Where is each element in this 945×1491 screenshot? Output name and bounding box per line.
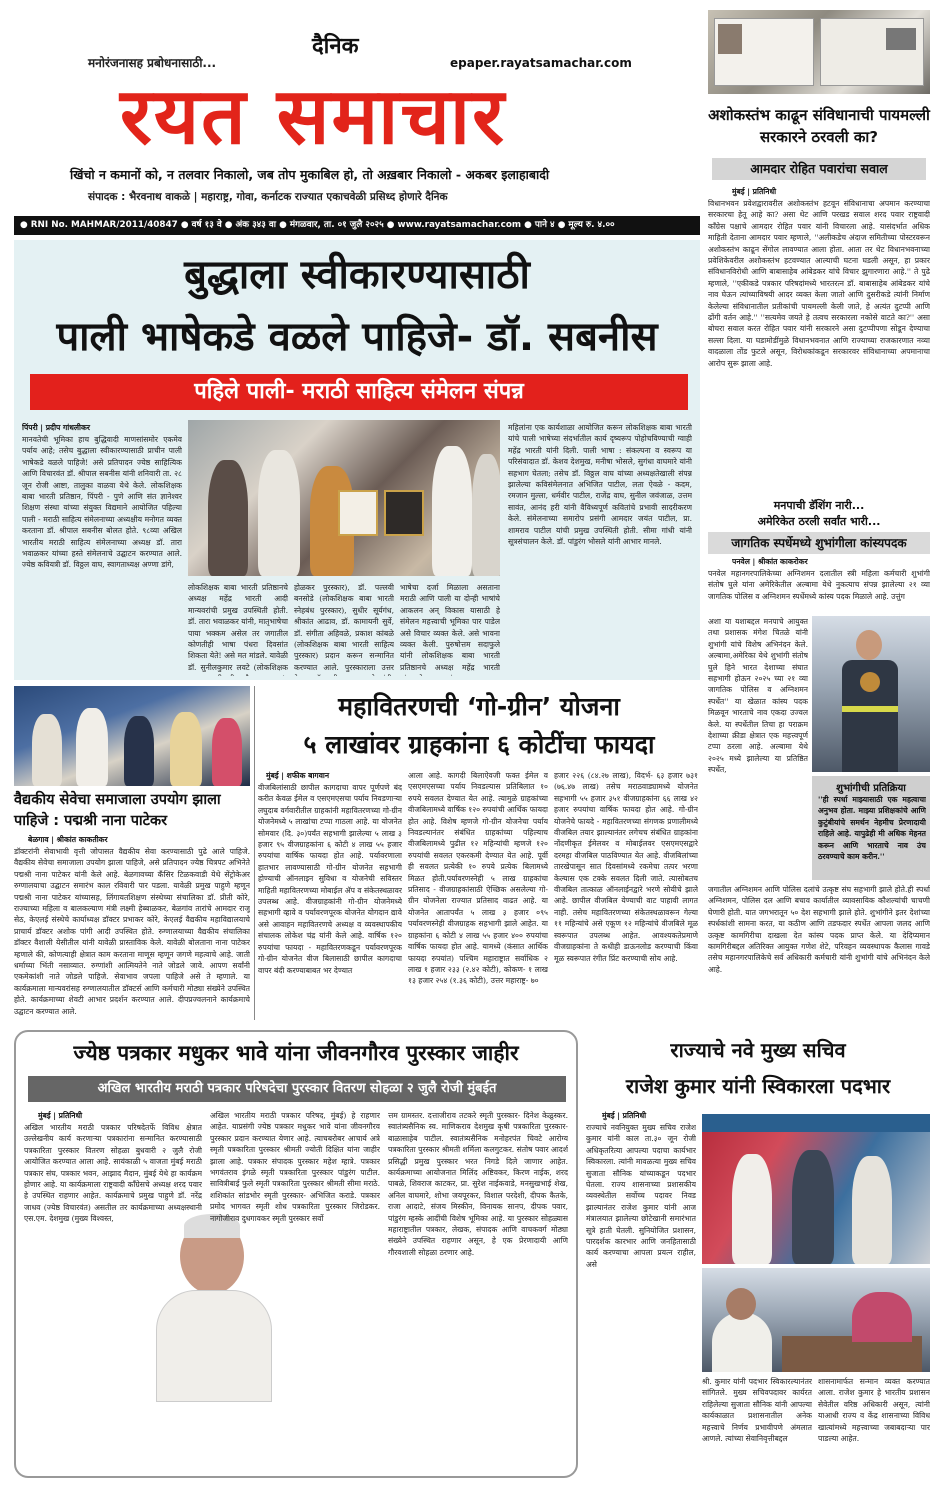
masthead	[10, 10, 700, 242]
nana-dateline: बेळगाव | श्रीकांत काकतीकर	[28, 835, 108, 844]
ashok-headline: अशोकस्तंभ काढून संविधानाची पायमल्ली सरकारने ठरवली का?	[708, 106, 930, 146]
mv-headline-2: ५ लाखांवर ग्राहकांना ६ कोटींचा फायदा	[303, 730, 655, 759]
lead-headline-2: पाली भाषेकडे वळले पाहिजे- डॉ. सबनीस	[56, 314, 658, 360]
bhave-dateline: मुंबई | प्रतिनिधी	[38, 1111, 83, 1120]
lead-col-3: होळकर पुरस्कार), डॉ. पल्लवी बनसोडे (लोकशिक्षक बाबा भारती स्नेहबंध पुरस्कार), सुधीर सूर्यगंध, श्रीकांत आढाव, डॉ. कामायनी सुर्वे, डॉ. संगीता अहिवळे, प्रकाश कांबळे (लोकशिक्षक बाबा भारती साहित्य पुरस्कार) प्रदान करून सन्मानित करण्यात आले. पुरस्काराला उत्तर	[294, 583, 394, 672]
lead-story	[14, 240, 700, 680]
mv-dateline: मुंबई | शफीक बागवान	[266, 771, 330, 780]
sec-photo-2	[702, 1268, 930, 1372]
masthead-quote: खिंचो न कमानों को, न तलवार निकालो, जब तोप मुकाबिल हो, तो अख़बार निकालो - अकबर इलाहाबादी	[70, 167, 550, 182]
ff-headline: जागतिक स्पर्धेमध्ये शुभांगीला कांस्यपदक	[708, 532, 930, 554]
lead-dateline: पिंपरी | प्रदीप गांधलीकर	[22, 423, 90, 432]
masthead-editor-line: संपादक : भैरवनाथ वाकळे | महाराष्ट्र, गोवा, कर्नाटक राज्यात एकाचवेळी प्रसिध्द होणारे दैनिक	[88, 191, 448, 203]
ff-body-top: पनवेल महानगरपालिकेच्या अग्निशमन दलातील स्त्री महिला कर्मचारी शुभांगी संतोष घुले यांना अमेरिकेतील अल्बामा येथे नुकत्याच संपन्न झालेल्या २१ व्या जागतिक पोलिस व अग्निशमन स्पर्धेमध्ये कांस्य पदक मिळाले आहे. उत्तुंग	[708, 569, 930, 601]
lead-photo	[188, 420, 500, 576]
right-column-top	[708, 10, 930, 500]
nana-story	[14, 686, 250, 1024]
sec-col-2: शासनामार्फत सन्मान व्यक्त करण्यात आला. राजेश कुमार हे भारतीय प्रशासन सेवेतील वरिष्ठ अधिकारी असून, त्यांनी याआधी राज्य व केंद्र शासनाच्या विविध खात्यांमध्ये महत्त्वाच्या जबाबदाऱ्या पार पाडल्या आहेत.	[818, 1377, 930, 1444]
ff-quote-box	[812, 776, 930, 880]
sec-dateline: मुंबई | प्रतिनिधी	[602, 1111, 647, 1120]
mv-col-2: आला आहे. कागदी बिलाऐवजी फक्त ईमेल व एसएमएसच्या पर्याय निवडल्यास प्रतिबिलात १० रुपये सवलत देण्यात येत आहे. त्यामुळे ग्राहकांच्या वीजबिलामध्ये वार्षिक १२० रुपयांची आर्थिक फायदा होत आहे. विशेष म्हणजे गो-ग्रीन योजनेचा पर्याय निवडल्यानंतर संबंधित ग्राहकांच्या पहिल्याच वीजबिलामध्ये पुढील १२ महिन्यांची म्हणजे १२० रुपयांची सवलत एकरकमी देण्यात येत आहे. पूर्वी ही सवलत प्रत्येकी १० रुपये प्रत्येक बिलामध्ये मिळत होती.पर्यावरणस्नेही ५ लाख ग्राहकांचा प्रतिसाद - वीजग्राहकांसाठी ऐच्छिक असलेल्या गो-ग्रीन योजनेला राज्यात प्रतिसाद वाढत आहे. या योजनेत आतापर्यंत ५ लाख ३ हजार ०९५ पर्यावरणस्नेही वीजग्राहक सहभागी झाले आहेत. या ग्राहकांना ६ कोटी ४ लाख ५५ हजार ४०० रुपयांचा वार्षिक फायदा होत आहे. यामध्ये (कंसात आर्थिक फायदा रुपयांत) पश्चिम महाराष्ट्रात सर्वाधिक २ लाख १ हजार २३३ (२.४२ कोटी), कोकण- १ लाख १३ हजार २५४ (१.३६ कोटी), उत्तर महाराष्ट्र- ७०	[408, 771, 548, 986]
nana-body: डॉक्टरांनी सेवाभावी वृत्ती जोपासत वैद्यकीय सेवा करण्यासाठी पुढे आले पाहिजे. वैद्यकीय सेवेचा समाजाला उपयोग झाला पाहिजे, असे प्रतिपादन ज्येष्ठ चित्रपट अभिनेते पद्मश्री नाना पाटेकर यांनी केले आहे. बेळगावच्या कॅंसिर टिळकवाडी येथे सेंट्रोकेअर रुग्णालयाचा उद्घाटन समारंभ काल रविवारी पार पडला. यावेळी प्रमुख पाहुणे म्हणून पद्मश्री नाना पाटेकर यांच्यासह, लिंगायतशिक्षण संस्थेच्या संचालिका डॉ. प्रीती कोरे, राज्याच्या महिला व बालकल्याण मंत्री लक्ष्मी हेब्बाळकर, बेळगांव तारांचे आमदार राजू सेठ, केएलई संस्थेचे कार्याध्यक्ष डॉक्टर प्रभाकर कोरे, केएलई वैद्यकीय महाविद्यालयाचे प्राचार्य डॉक्टर अशोक पांगी आदी उपस्थित होते. रुग्णालयाच्या वैद्यकीय संचालिका डॉक्टर वैशाली येसीतील यांनी यावेळी प्रास्ताविक केले. यावेळी बोलताना नाना पाटेकर म्हणाले की, कोणत्याही क्षेत्रात काम करताना माणूस म्हणून जगणे महत्वाचे आहे. जाती धर्माच्या भिंती नसाव्यात. रुग्णांशी आत्मियतेने नाते जोडले जावे. आपण सर्वांनी एकमेकांशी नाते जोडले पाहिजे. सेवाभाव जपला पाहिजे असे ते म्हणाले. या कार्यक्रमाला मान्यवरांसह रुग्णालयातील डॉक्टर्स आणि कर्मचारी मोठ्या संख्येने उपस्थित होते. कार्यक्रमाच्या शेवटी आभार प्रदर्शन करण्यात आले. दीपप्रज्वलनाने कार्यक्रमाचे उद्घाटन करण्यात आले.	[14, 847, 250, 1016]
nana-photo	[14, 686, 250, 786]
masthead-info-bar: ● RNI No. MAHMAR/2011/40847 ● वर्ष १३ वे ● अंक ३४३ वा ● मंगळवार, ता. ०१ जुलै २०२५ ● www.rayatsamachar.com ● पाने ४ ● मूल्य रु. ४.००	[14, 216, 700, 235]
ff-body-left: अशा या यशाबद्दल मनपाचे आयुक्त तथा प्रशासक मंगेश चितळे यांनी शुभांगी यांचे विशेष अभिनंदन केले. अल्बामा,अमेरिका येथे शुभांगी संतोष घुले हिने भारत देशाच्या संघात सहभागी होऊन २०२५ च्या २१ व्या जागतिक पोलिस व अग्निशमन स्पर्धेत'' या खेळात कांस्य पदक मिळवून भारताचे नाव एकदा उज्वल केले. या स्पर्धेतील तिचा हा पराक्रम देशाच्या क्रीडा क्षेत्रात एक महत्त्वपूर्ण टप्पा ठरला आहे. अल्बामा येथे २०२५ मध्ये झालेल्या या प्रतिष्ठित स्पर्धेत,	[708, 617, 808, 775]
ff-kicker-2: अमेरिकेत ठरली सर्वांत भारी...	[757, 515, 881, 528]
bhave-subhead: अखिल भारतीय मराठी पत्रकार परिषदेचा पुरस्कार वितरण सोहळा २ जुलै रोजी मुंबईत	[28, 1076, 566, 1102]
sec-headline-1: राज्याचे नवे मुख्य सचिव	[670, 1038, 846, 1062]
secretary-story	[586, 1030, 930, 1478]
mahavitaran-story	[258, 686, 700, 1024]
ff-body-bottom: जगातील अग्निशमन आणि पोलिस दलांचे उत्कृष्ट संघ सहभागी झाले होते.ही स्पर्धा अग्निशमन, पोलिस दल आणि बचाव कार्यातील व्यावसायिक कौशल्यांची चाचणी घेणारी होती. यात जगभरातून ५० देश सहभागी झाले होते. शुभांगीने इतर देशांच्या स्पर्धकांशी सामना करत, या कठीण आणि तडफदार स्पर्धेत आपला जलद आणि उत्कृष्ट कामगिरीचा दाखला देत कांस्य पदक प्राप्त केले. या देदिप्यमान कामगिरीबद्दल अतिरिक्त आयुक्त गणेश शेटे, परिवहन व्यवस्थापक कैलास गावडे तसेच महानगरपालिकेचे सर्व अधिकारी कर्मचारी यांनी शुभांगी यांचे अभिनंदन केले आहे.	[708, 885, 930, 974]
ff-dateline: पनवेल | श्रीकांत काकरोकर	[732, 557, 808, 566]
ff-photo	[812, 616, 930, 772]
ashok-body: विधानभवन प्रवेशद्वारावरील अशोकस्तंभ हटवून संविधानाचा अपमान करण्याचा सरकारचा हेतू आहे का? असा थेट आणि परखड सवाल शरद पवार राष्ट्रवादी काँग्रेस पक्षाचे आमदार रोहित पवार यांनी विचारला आहे. यासंदर्भात अधिक माहिती देताना आमदार पवार म्हणाले, ''अलीकडेच अंदाज समितीच्या पोस्टरवरून अशोकस्तंभ काढून सेंगोल लावण्यात आला होता. आता तर थेट विधानभवनाच्या प्रवेशिकेवरील अशोकस्तंभ हटवण्यात आल्याची घटना घडली असून, हा प्रकार संविधानविरोधी आणि बाबासाहेब आंबेडकर यांचे विचार झुगारणारा आहे.'' ते पुढे म्हणाले, ''एकीकडे पत्रकार परिषदांमध्ये भारतरत्न डॉ. बाबासाहेब आंबेडकर यांचे नाव घेऊन त्यांच्याविषयी आदर व्यक्त केला जातो आणि दुसरीकडे त्यांनी निर्माण केलेल्या संविधानातील प्रतीकांची पायमल्ली केली जाते, हे अत्यंत दुटप्पी आणि ढोंगी वर्तन आहे.'' ''सत्यमेव जयते हे तत्वच सरकारला नकोसे वाटते का?'' असा बोचरा सवाल करत रोहित पवार यांनी सरकारने असा दुटप्पीपणा सोडून देण्याचा सल्ला दिला. या घडामोडींमुळे विधानभवनात आणि राज्याच्या राजकारणात नव्या वादळाला तोंड फुटले असून, विरोधकांकडून सरकारवर संविधानाच्या अपमानाचा आरोप सुरू झाला आहे.	[708, 199, 930, 368]
bhave-col-2: अखिल भारतीय मराठी पत्रकार परिषद, मुंबई) हे राहणार आहेत. याप्रसंगी ज्येष्ठ पत्रकार मधुकर भावे यांना जीवनगौरव पुरस्कार प्रदान करण्यात येणार आहे. त्याचबरोबर आचार्य अत्रे स्मृती पत्रकारिता पुरस्कार श्रीमती ज्योती दिक्षित यांना जाहीर झाला आहे. पत्रकार संपादक पुरस्कार महेश म्हात्रे. पत्रकार भगवंतराव इंगळे स्मृती पत्रकारिता पुरस्कार पांडुरंग पाटील. सावित्रीबाई फुले स्मृती पत्रकारिता पुरस्कार श्रीमती सीमा मराठे. शशिकांत सांडभोर स्मृती पुरस्कार- अभिजित कराडे. पत्रकार प्रमोद भागवत स्मृती शोध पत्रकारिता पुरस्कार जिरोडकर. नागोजीराव दुधगावकर स्मृती पुरस्कार सर्वो	[210, 1111, 380, 1223]
firefighter-story	[708, 494, 930, 1004]
ff-quote: ''ही स्पर्धा माझ्यासाठी एक महत्वाचा अनुभव होता. माझ्या प्रशिक्षकांचे आणि कुटुंबीयांचे समर्थन नेहमीच प्रेरणादायी राहिले आहे. यापुढेही मी अधिक मेहनत करून आणि भारताचे नाव उंच ठरवण्याचे काम करीन.''	[818, 795, 926, 862]
lead-subhead: पहिले पाली- मराठी साहित्य संमेलन संपन्न	[30, 374, 688, 410]
lead-col-5: महिलांना एक कार्यशाळा आयोजित करून लोकशिक्षक बाबा भारती यांचे पाली भाषेच्या संदर्भातील कार्य दृष्यरूप पोहोचविण्याची ग्वाही महेंद्र भारती यांनी दिली. पाली भाषा : संकल्पना व स्वरूप या परिसंवादात डॉ. केशव देशमुख, मनीषा भोसले, सुगंधा वाघमारे यांनी सहभाग घेतला; तसेच डॉ. विठ्ठल वाघ यांच्या अध्यक्षतेखाली संपन्न झालेल्या कविसंमेलनात अभिजित पाटील, लता ऐवळे - कदम, रमजान मुल्ला, धर्मवीर पाटील, राजेंद्र वाघ, सुनील जवंजाळ, उत्तम सावंत, आनंद हरी यांनी वैविध्यपूर्ण कवितांचे प्रभावी सादरीकरण केले. संमेलनाच्या समारोप प्रसंगी आमदार जयंत पाटील, प्रा. शामराव पाटील यांची प्रमुख उपस्थिती होती. सीमा गांधी यांनी सूत्रसंचालन केले. डॉ. पांडुरंग भोसले यांनी आभार मानले.	[508, 423, 692, 547]
sec-headline-2: राजेश कुमार यांनी स्विकारला पदभार	[625, 1074, 891, 1098]
masthead-tagline: मनोरंजनासह प्रबोधनासाठी...	[88, 56, 217, 70]
bhave-headline: ज्येष्ठ पत्रकार मधुकर भावे यांना जीवनगौरव पुरस्कार जाहीर	[73, 1041, 519, 1065]
mv-headline-1: महावितरणची ‘गो-ग्रीन’ योजना	[338, 692, 620, 721]
bhave-story	[14, 1030, 578, 1478]
ff-quote-title: शुभांगीची प्रतिक्रिया	[836, 783, 906, 794]
lead-headline-1: बुद्धाला स्वीकारण्यासाठी	[184, 252, 530, 298]
id-cards-photo	[708, 10, 930, 94]
nana-headline: वैद्यकीय सेवेचा समाजाला उपयोग झाला पाहिजे : पद्मश्री नाना पाटेकर	[14, 792, 221, 829]
bhave-col-1: अखिल भारतीय मराठी पत्रकार परिषदेतर्फे विविध क्षेत्रात उल्लेखनीय कार्य करणाऱ्या पत्रकारांना सन्मानित करण्यासाठी पत्रकारिता पुरस्कार वितरण सोहळा बुधवारी २ जुलै रोजी आयोजित करण्यात आला आहे. सायंकाळी ५ वाजता मुंबई मराठी पत्रकार संघ, पत्रकार भवन, आझाद मैदान, मुंबई येथे हा कार्यक्रम होणार आहे. या कार्यक्रमाला राष्ट्रवादी काँग्रेसचे अध्यक्ष शरद पवार हे उपस्थित राहणार आहेत. कार्यक्रमाचे प्रमुख पाहुणे डॉ. नरेंद्र जाधव (ज्येष्ठ विचारवंत) असतील तर कार्यक्रमाच्या अध्यक्षस्थानी एस.एम. देशमुख (मुख्य विश्वस्त,	[24, 1123, 202, 1224]
masthead-title: रयत समाचार	[120, 72, 506, 162]
sec-col-1: श्री. कुमार यांनी पदभार स्विकारल्यानंतर सांगितले. मुख्य सचिवपदावर कार्यरत राहिलेल्या सुजाता सौनिक यांनी आपल्या कार्यकाळात प्रशासनातील अनेक महत्त्वाचे निर्णय प्रभावीपणे अंमलात आणले. त्यांच्या सेवानिवृत्तीबद्दल	[702, 1377, 812, 1444]
masthead-daily-label: दैनिक	[312, 34, 359, 59]
epaper-link[interactable]: epaper.rayatsamachar.com	[450, 56, 632, 70]
ff-kicker-1: मनपाची डॅशिंग नारी...	[773, 499, 865, 512]
ashok-dateline: मुंबई | प्रतिनिधी	[732, 187, 777, 196]
mv-col-3: हजार २२६ (८४.२७ लाख), विदर्भ- ६३ हजार ७३१ (७६.४७ लाख) तसेच मराठवाड्यामध्ये योजनेत सहभागी ५५ हजार ३५१ वीजग्राहकांना ६६ लाख ४२ हजार रुपयांचा वार्षिक फायदा होत आहे. गो-ग्रीन योजनेचे फायदे - महावितरणच्या संगणक प्रणालीमध्ये वीजबिल तयार झाल्यानंतर लगेचच संबंधित ग्राहकांना नोंदणीकृत ईमेलवर व मोबाईलवर एसएमएसद्वारे दरमहा वीजबिल पाठविण्यात येत आहे. वीजबिलांच्या तारखेपासून सात दिवसांमध्ये रकमेचा तत्पर भरणा केल्यास एक टक्के सवलत दिली जाते. त्यासोबतच वीजबिल तात्काळ ऑनलाईनद्वारे भरणे सोयीचे झाले आहे. छापील वीजबिल येण्याची वाट पाहावी लागत नाही. तसेच महावितरणच्या संकेतस्थळावरून गेल्या ११ महिन्यांचे असे एकूण १२ महिन्यांचे वीजबिले मूळ स्वरूपात उपलब्ध आहेत. आवश्यकतेप्रमाणे वीजग्राहकांना ते कधीही डाऊनलोड करण्याची किंवा मूळ स्वरूपात रंगीत प्रिंट करण्याची सोय आहे.	[554, 771, 698, 963]
ashok-subhead: आमदार रोहित पवारांचा सवाल	[712, 158, 926, 180]
lead-col-4: भाषेचा दर्जा मिळाला असताना मराठी आणि पाली या दोन्ही भाषांचे आकलन अन् विकास यासाठी हे संमेलन महत्त्वाची भूमिका पार पाडेल असे विचार व्यक्त केले. असे भावना व्यक्त केली. पुरुषोत्तम सदाफुले यांनी लोकशिक्षक बाबा भारती प्रतिष्ठानचे अध्यक्ष महेंद्र भारती	[400, 583, 500, 672]
lead-col-1: मानवतेची भूमिका हाच बुद्धिवादी माणसांसमोर एकमेव पर्याय आहे; तसेच बुद्धाला स्वीकारण्यासाठी प्राचीन पाली भाषेकडे वळले पाहिजे! असे प्रतिपादन ज्येष्ठ साहित्यिक आणि विचारवंत डॉ. श्रीपाल सबनीस यांनी शनिवारी ता. २८ जून रोजी आष्टा, तालुका वाळवा येथे केले. लोकशिक्षक बाबा भारती प्रतिष्ठान, पिंपरी - पुणे आणि संत ज्ञानेश्वर शिक्षण संस्था यांच्या संयुक्त विद्यमाने आयोजित पहिल्या पाली - मराठी साहित्य संमेलनाच्या अध्यक्षीय मनोगत व्यक्त करताना डॉ. श्रीपाल सबनीस बोलत होते. ९८व्या अखिल भारतीय मराठी साहित्य संमेलनाच्या अध्यक्ष डॉ. तारा भवाळकर यांच्या हस्ते संमेलनाचे उद्घाटन करण्यात आले. ज्येष्ठ कवियत्री डॉ. विठ्ठल वाघ, स्वागताध्यक्ष अण्णा डांगे,	[22, 435, 182, 570]
sec-body-top: राज्याचे नवनियुक्त मुख्य सचिव राजेश कुमार यांनी काल ता.३० जून रोजी अधिकृतरित्या आपल्या पदाचा कार्यभार स्विकारला. त्यांनी मावळत्या मुख्य सचिव सुजाता सौनिक यांच्याकडून पदभार घेतला. राज्य शासनाच्या प्रशासकीय व्यवस्थेतील सर्वोच्च पदावर निवड झाल्यानंतर राजेश कुमार यांनी आज मंत्रालयात झालेल्या छोटेखानी समारंभात सूत्रे हाती घेतली. सुनियोजित प्रशासन, पारदर्शक कारभार आणि जनहितासाठी कार्य करण्याचा आपला प्रयत्न राहील, असे	[586, 1123, 696, 1269]
sec-photo-1	[702, 1114, 930, 1264]
lead-col-2: लोकशिक्षक बाबा भारती प्रतिष्ठानचे अध्यक्ष महेंद्र भारती आदी मान्यवरांची प्रमुख उपस्थिती होती. डॉ. तारा भवाळकर यांनी, मातृभाषेचा पाया भक्कम असेल तर जगातील कोणतीही भाषा पंधरा दिवसांत शिकता येते! असे मत मांडले. यावेळी डॉ. सुनीलकुमार लवटे (लोकशिक्षक	[188, 583, 288, 672]
bhave-col-3: त्तम ग्रामस्तर. दत्ताजीराव तटकरे स्मृती पुरस्कार- दिनेश केळुस्कर. स्वातंत्र्यसैनिक स्व. माणिकराव देशमुख कृषी पत्रकारिता पुरस्कार- बाळासाहेब पाटील. स्वातंत्र्यसैनिक मनोहरपंत चिवटे आरोग्य पत्रकारिता पुरस्कार श्रीमती शर्मिला कलगुटकर. संतोष पवार आदर्श प्रसिद्धी प्रमुख पुरस्कार भरत निगडे दिले जाणार आहेत. कार्यक्रमाच्या आयोजनात मिलिंद अष्टिवकर, किरण नाईक, शरद पाबळे, शिवराज काटकर, प्रा. सुरेश नाईकवाडे, मनसुखभाई शेख, अनिल वाघमारे, शोभा जयपूरकर, विशाल परदेशी, दीपक कैतके, राजा आदाटे, संजय मिस्कीन, विनायक सानप, दीपक पवार, पांडुरंग म्हस्के आदींची विशेष भूमिका आहे. या पुरस्कार सोहळ्यास महाराष्ट्रातील पत्रकार, लेखक, संपादक आणि वाचकवर्ग मोठ्या संख्येने उपस्थित राहणार असून, हे एक प्रेरणादायी आणि गौरवशाली सोहळा ठरणार आहे.	[388, 1111, 568, 1257]
mv-col-1: वीजबिलांसाठी छापील कागदाचा वापर पूर्णपणे बंद करीत केवळ ईमेल व एसएमएसचा पर्याय निवडणाऱ्या लघुदाब वर्गवारीतील ग्राहकांनी महावितरणच्या गो-ग्रीन योजनेमध्ये ५ लाखांचा टप्पा गाठला आहे. या योजनेत सोमवार (दि. ३०)पर्यंत सहभागी झालेल्या ५ लाख ३ हजार ९५ वीजग्राहकांना ६ कोटी ४ लाख ५५ हजार रुपयांचा वार्षिक फायदा होत आहे. पर्यावरणाला हातभार लावण्यासाठी गो-ग्रीन योजनेत सहभागी होण्याची ऑनलाइन सुविधा व योजनेची सविस्तर माहिती महावितरणच्या मोबाईल ॲप व संकेतस्थळावर उपलब्ध आहे. वीजग्राहकांनी गो-ग्रीन योजनेमध्ये सहभागी व्हावे व पर्यावरणपूरक योजनेत योगदान द्यावे असे आवाहन महावितरणचे अध्यक्ष व व्यवस्थापकीय संचालक लोकेश चंद्र यांनी केले आहे. वार्षिक १२० रुपयांचा फायदा - महावितरणकडून पर्यावरणपूरक गो-ग्रीन योजनेत वीज बिलासाठी छापील कागदाचा वापर बंदी करण्याबाबत भर देण्यात	[258, 783, 402, 975]
